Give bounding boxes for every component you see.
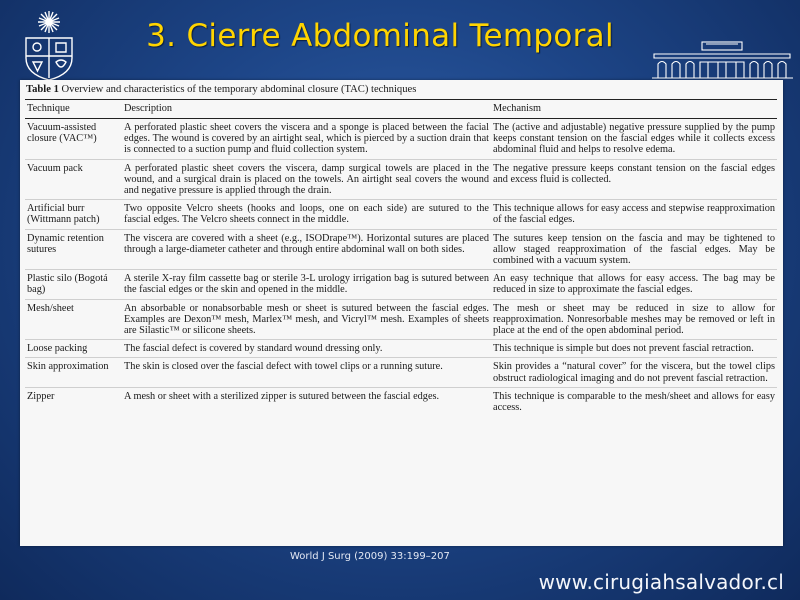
university-crest-logo (14, 8, 84, 82)
table-caption-number: Table 1 (26, 84, 59, 95)
technique-cell: Vacuum-assisted closure (VAC™) (27, 122, 97, 145)
header-technique: Technique (25, 100, 122, 119)
description-cell: A sterile X-ray film cassette bag or sterile 3-L urology irrigation bag is sutured between the fascial edges or the skin and opened in the middle. (122, 270, 491, 299)
table-row (25, 340, 777, 358)
mechanism-cell: This technique allows for easy access and stepwise reapproximation of the fascial edges. (491, 200, 777, 229)
mechanism-cell: This technique is comparable to the mesh/sheet and allows for easy access. (491, 387, 777, 416)
description-cell: An absorbable or nonabsorbable mesh or sheet is sutured between the fascial edges. Examples are Dexon™ mesh, Marlex™ mesh, and Vicryl™ mesh. Examples of sheets are Silastic™ or silicone sheets. (122, 299, 491, 340)
technique-cell: Mesh/sheet (25, 299, 122, 340)
table-row (25, 270, 777, 299)
hospital-building-logo (650, 40, 795, 80)
header-description: Description (122, 100, 491, 119)
header-mechanism: Mechanism (491, 100, 777, 119)
mechanism-cell: The (active and adjustable) negative pressure supplied by the pump keeps constant tension on the fascial edges while it collects excess abdominal fluid and helps to resolve edema. (493, 122, 775, 156)
mechanism-cell: The negative pressure keeps constant tension on the fascial edges and excess fluid is collected. (491, 159, 777, 200)
description-cell: A perforated plastic sheet covers the viscera, damp surgical towels are placed in the wound, and a surgical drain is placed on the towels. An airtight seal covers the wound and negative pressure is applied through the drain. (122, 159, 491, 200)
mechanism-cell: Skin provides a “natural cover” for the viscera, but the towel clips obstruct radiological imaging and do not prevent fascial retraction. (491, 358, 777, 387)
table-row (25, 229, 777, 270)
description-cell: A perforated plastic sheet covers the viscera and a sponge is placed between the facial edges. The wound is covered by an airtight seal, which is pierced by a suction drain that is connected to a suction pump and fluid collection system. (124, 122, 489, 156)
description-cell: Two opposite Velcro sheets (hooks and loops, one on each side) are sutured to the fascial edges. The Velcro sheets connect in the middle. (122, 200, 491, 229)
table-row (25, 119, 777, 160)
technique-cell: Artificial burr (Wittmann patch) (25, 200, 122, 229)
table-row (25, 299, 777, 340)
description-cell: A mesh or sheet with a sterilized zipper is sutured between the fascial edges. (122, 387, 491, 416)
table-header-row (25, 100, 777, 119)
technique-cell: Vacuum pack (25, 159, 122, 200)
table-row (25, 387, 777, 416)
table-caption-text: Overview and characteristics of the temporary abdominal closure (TAC) techniques (58, 84, 417, 95)
technique-cell: Plastic silo (Bogotá bag) (25, 270, 122, 299)
table-row (25, 200, 777, 229)
description-cell: The fascial defect is covered by standard wound dressing only. (122, 340, 491, 358)
website-url: www.cirugiahsalvador.cl (538, 570, 784, 594)
slide-title: 3. Cierre Abdominal Temporal (146, 18, 614, 54)
table-row (25, 159, 777, 200)
technique-cell: Skin approximation (25, 358, 122, 387)
technique-cell: Loose packing (25, 340, 122, 358)
table-caption (25, 83, 777, 96)
table-row (25, 358, 777, 387)
technique-cell: Dynamic retention sutures (25, 229, 122, 270)
citation: World J Surg (2009) 33:199–207 (290, 551, 450, 562)
mechanism-cell: The mesh or sheet may be reduced in size to allow for reapproximation. Nonresorbable meshes may be removed or left in place at the end of the open abdominal period. (491, 299, 777, 340)
mechanism-cell: An easy technique that allows for easy access. The bag may be reduced in size to approximate the fascial edges. (491, 270, 777, 299)
technique-cell: Zipper (25, 387, 122, 416)
mechanism-cell: The sutures keep tension on the fascia and may be tightened to allow staged reapproximation of the fascial edges. May be combined with a vacuum system. (491, 229, 777, 270)
tac-techniques-table (20, 80, 783, 546)
mechanism-cell: This technique is simple but does not prevent fascial retraction. (491, 340, 777, 358)
techniques-table (25, 100, 777, 416)
description-cell: The skin is closed over the fascial defect with towel clips or a running suture. (122, 358, 491, 387)
description-cell: The viscera are covered with a sheet (e.g., ISODrape™). Horizontal sutures are placed through a large-diameter catheter and through entire abdominal wall on both sides. (122, 229, 491, 270)
